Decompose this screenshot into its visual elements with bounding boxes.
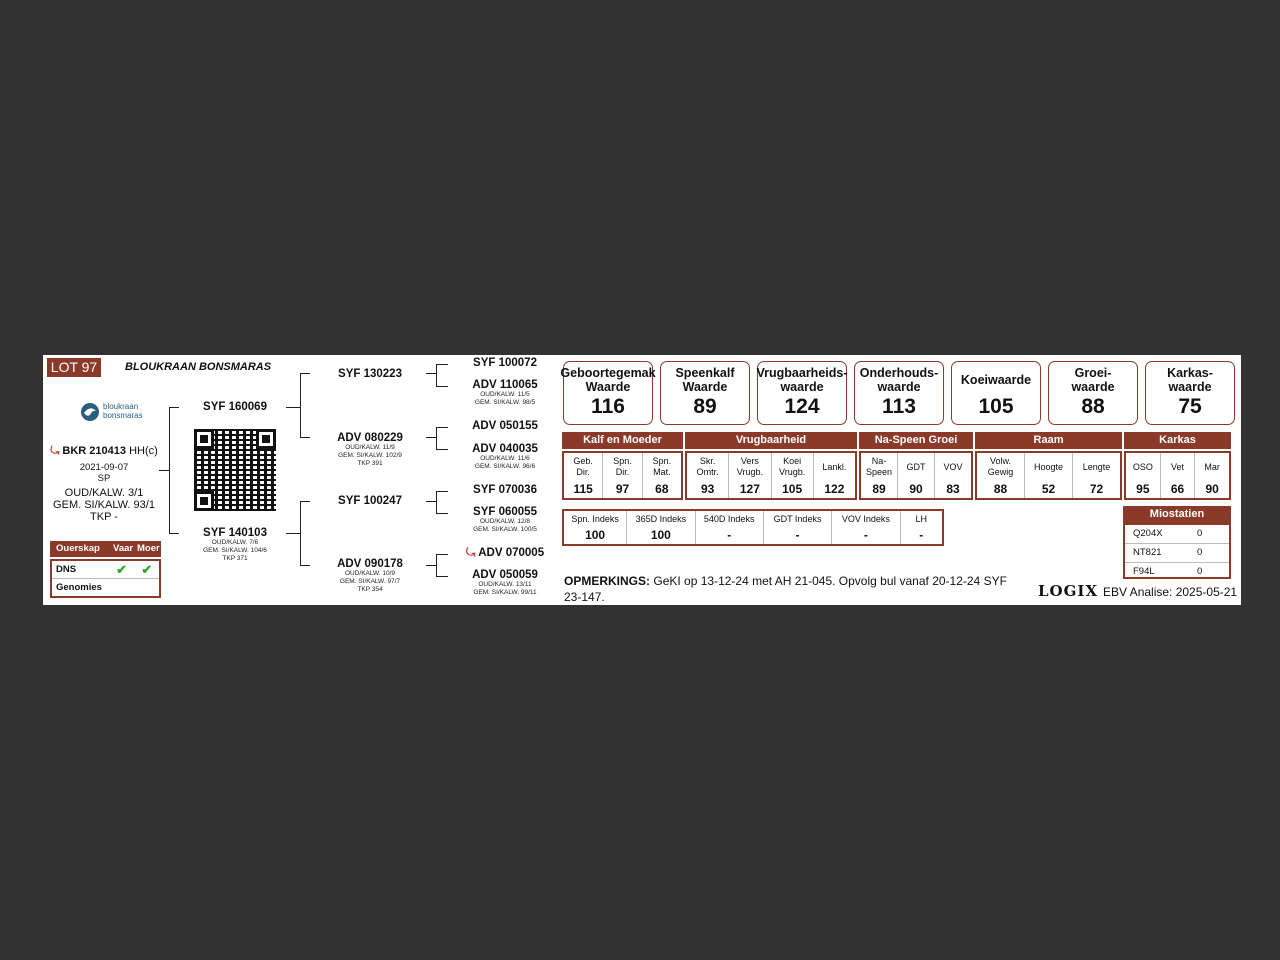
trait-cell: Volw. Gewig 88 <box>977 453 1025 498</box>
value-label: waarde <box>877 380 921 394</box>
value-label: Groei- <box>1074 366 1112 380</box>
value-number: 88 <box>1081 395 1105 418</box>
trait-cell: Spn. Dir. 97 <box>603 453 642 498</box>
dd-block <box>320 558 420 594</box>
sdd-gem: GEM. SI/KALW. 96/6 <box>474 463 536 470</box>
remarks-label: OPMERKINGS: <box>564 574 651 588</box>
dsd-oud: OUD/KALW. 12/8 <box>479 518 531 525</box>
myostatin-key: NT821 <box>1133 547 1162 558</box>
value-box-growth <box>1048 361 1138 425</box>
index-cell: 540D Indeks - <box>696 511 764 544</box>
group-header: Karkas <box>1124 432 1231 449</box>
index-cell: GDT Indeks - <box>764 511 832 544</box>
trait-table-fertility <box>685 451 857 500</box>
trait-cell: Spn. Mat. 68 <box>652 456 672 496</box>
ssd-oud: OUD/KALW. 11/5 <box>480 391 530 398</box>
qr-code <box>194 429 276 511</box>
dd-oud: OUD/KALW. 10/9 <box>344 570 396 577</box>
sdd-block <box>455 443 555 471</box>
ownership-table <box>50 541 161 598</box>
value-label: Geboortegemak <box>560 366 656 380</box>
trait-cell: VOV 83 <box>943 461 963 496</box>
sss-name: SYF 100072 <box>473 357 537 369</box>
trait-cell: Hoogte 52 <box>1025 453 1073 498</box>
myostatin-table <box>1123 523 1231 579</box>
check-icon: ✔ <box>116 562 127 577</box>
group-header: Kalf en Moeder <box>562 432 683 449</box>
dam-name: SYF 140103 <box>203 527 267 539</box>
ebv-date: EBV Analise: 2025-05-21 <box>1103 585 1238 599</box>
genomics-label: Genomies <box>56 582 102 593</box>
check-icon: ✔ <box>141 562 153 577</box>
sd-oud: OUD/KALW. 11/9 <box>345 444 395 451</box>
value-box-fertility <box>757 361 847 425</box>
animal-sp: SP <box>97 473 111 484</box>
index-cell: Spn. Indeks 100 <box>564 511 627 544</box>
dsd-gem: GEM. SI/KALW. 100/5 <box>473 526 537 533</box>
trait-cell: OSO 95 <box>1126 453 1161 498</box>
dns-label: DNS <box>56 564 77 575</box>
sd-name: ADV 080229 <box>337 432 403 444</box>
myostatin-value: 0 <box>1197 547 1203 558</box>
value-box-maintenance <box>854 361 944 425</box>
dss-name: SYF 070036 <box>473 484 537 496</box>
animal-suffix: HH(c) <box>129 445 158 457</box>
dd-name: ADV 090178 <box>337 558 403 570</box>
group-header: Na-Speen Groei <box>859 432 973 449</box>
value-number: 113 <box>882 395 916 418</box>
index-cell: VOV Indeks - <box>832 511 900 544</box>
myostatin-key: F94L <box>1133 566 1155 577</box>
farm-name: BLOUKRAAN BONSMARAS <box>125 361 272 373</box>
trait-cell: Lankl. 122 <box>822 461 847 496</box>
sd-tkp: TKP 391 <box>357 460 383 467</box>
trait-cell: Geb. Dir. 115 <box>564 453 603 498</box>
value-label: Waarde <box>682 380 728 394</box>
sire-name: SYF 160069 <box>203 401 267 413</box>
sdd-oud: OUD/KALW. 11/6 <box>480 455 530 462</box>
lot-card <box>43 355 1241 605</box>
trait-cell: Na- Speen 89 <box>861 453 898 498</box>
sdd-name: ADV 040035 <box>472 443 538 455</box>
value-label: Onderhouds- <box>859 366 939 380</box>
trait-table-carcass <box>1124 451 1231 500</box>
sire-header: Vaar <box>113 543 134 554</box>
animal-gem: GEM. SI/KALW. 93/1 <box>53 499 155 511</box>
dsd-name: SYF 060055 <box>473 506 537 518</box>
value-label: Speenkalf <box>675 366 735 380</box>
group-header: Raam <box>975 432 1122 449</box>
animal-date: 2021-09-07 <box>79 462 129 473</box>
logo-line1: bloukraan <box>103 402 139 411</box>
value-box-carcass <box>1145 361 1235 425</box>
value-number: 124 <box>784 395 820 418</box>
value-number: 116 <box>591 395 625 418</box>
value-box-weaning <box>660 361 750 425</box>
trait-cell: Skr. Omtr. 93 <box>687 453 729 498</box>
trait-table-postweaning <box>859 451 973 500</box>
value-box-cow <box>951 361 1041 425</box>
value-label: waarde <box>1168 380 1212 394</box>
dds-name-row <box>455 547 555 560</box>
value-number: 89 <box>693 395 717 418</box>
ds-name: SYF 100247 <box>338 495 402 507</box>
trait-table-frame <box>975 451 1122 500</box>
sd-gem: GEM. SI/KALW. 102/9 <box>338 452 402 459</box>
dd-tkp: TKP 354 <box>357 586 383 593</box>
ssd-block <box>455 379 555 407</box>
remarks-text: GeKI op 13-12-24 met AH 21-045. Opvolg bul vanaf 20-12-24 SYF 23-147. <box>564 574 1007 604</box>
animal-id: BKR 210413 <box>62 445 127 457</box>
remarks <box>564 573 1024 605</box>
trait-cell: Mar 90 <box>1204 461 1220 496</box>
ssd-gem: GEM. SI/KALW. 98/5 <box>474 399 536 406</box>
ddd-name: ADV 050059 <box>472 569 538 581</box>
genomic-icon: ⤿ <box>465 547 476 559</box>
dam-block <box>185 527 285 563</box>
trait-cell: GDT 90 <box>898 453 935 498</box>
trait-cell: Vers Vrugb. 127 <box>729 453 771 498</box>
value-label: waarde <box>1071 380 1115 394</box>
genomic-icon: ⤿ <box>50 445 60 457</box>
value-label: Koeiwaarde <box>960 373 1032 387</box>
index-table <box>562 509 944 546</box>
group-header: Vrugbaarheid <box>685 432 857 449</box>
bull-logo-icon <box>79 401 101 423</box>
ss-name: SYF 130223 <box>338 368 402 380</box>
logo-line2: bonsmaras <box>103 411 143 420</box>
dam-tkp: TKP 371 <box>222 555 248 562</box>
index-cell: 365D Indeks 100 <box>627 511 695 544</box>
myostatin-header: Miostatien <box>1123 506 1231 523</box>
index-cell: LH - <box>915 513 928 542</box>
farm-logo <box>79 401 145 423</box>
dam-oud: OUD/KALW. 7/6 <box>211 539 259 546</box>
trait-table-calf <box>562 451 683 500</box>
animal-oud: OUD/KALW. 3/1 <box>64 487 144 499</box>
value-number: 105 <box>978 395 1014 418</box>
trait-cell: Lengte 72 <box>1082 461 1111 496</box>
sds-name: ADV 050155 <box>472 420 538 432</box>
sd-block <box>320 432 420 468</box>
ssd-name: ADV 110065 <box>472 379 538 391</box>
dam-header: Moer <box>137 543 160 554</box>
dds-name: ADV 070005 <box>478 547 545 559</box>
dsd-block <box>455 506 555 534</box>
animal-tkp: TKP - <box>90 511 118 523</box>
trait-cell: Vet 66 <box>1161 453 1196 498</box>
ddd-gem: GEM. SI/KALW. 99/11 <box>473 589 537 596</box>
myostatin-value: 0 <box>1197 566 1203 577</box>
dam-gem: GEM. SI/KALW. 104/6 <box>203 547 267 554</box>
lot-badge: LOT 97 <box>47 358 101 377</box>
trait-cell: Koei Vrugb. 105 <box>772 453 814 498</box>
value-label: Waarde <box>585 380 631 394</box>
myostatin-key: Q204X <box>1133 528 1163 539</box>
ddd-oud: OUD/KALW. 13/11 <box>478 581 532 588</box>
value-label: waarde <box>780 380 824 394</box>
dd-gem: GEM. SI/KALW. 97/7 <box>339 578 401 585</box>
logix-logo: LOGIX <box>1038 582 1099 600</box>
animal-info <box>49 444 159 523</box>
value-label: Vrugbaarheids- <box>756 366 848 380</box>
ownership-header: Ouerskap <box>56 543 100 554</box>
ddd-block <box>455 569 555 597</box>
myostatin-value: 0 <box>1197 528 1203 539</box>
value-number: 75 <box>1178 395 1202 418</box>
value-label: Karkas- <box>1167 366 1213 380</box>
value-box-birth-ease <box>560 361 656 425</box>
